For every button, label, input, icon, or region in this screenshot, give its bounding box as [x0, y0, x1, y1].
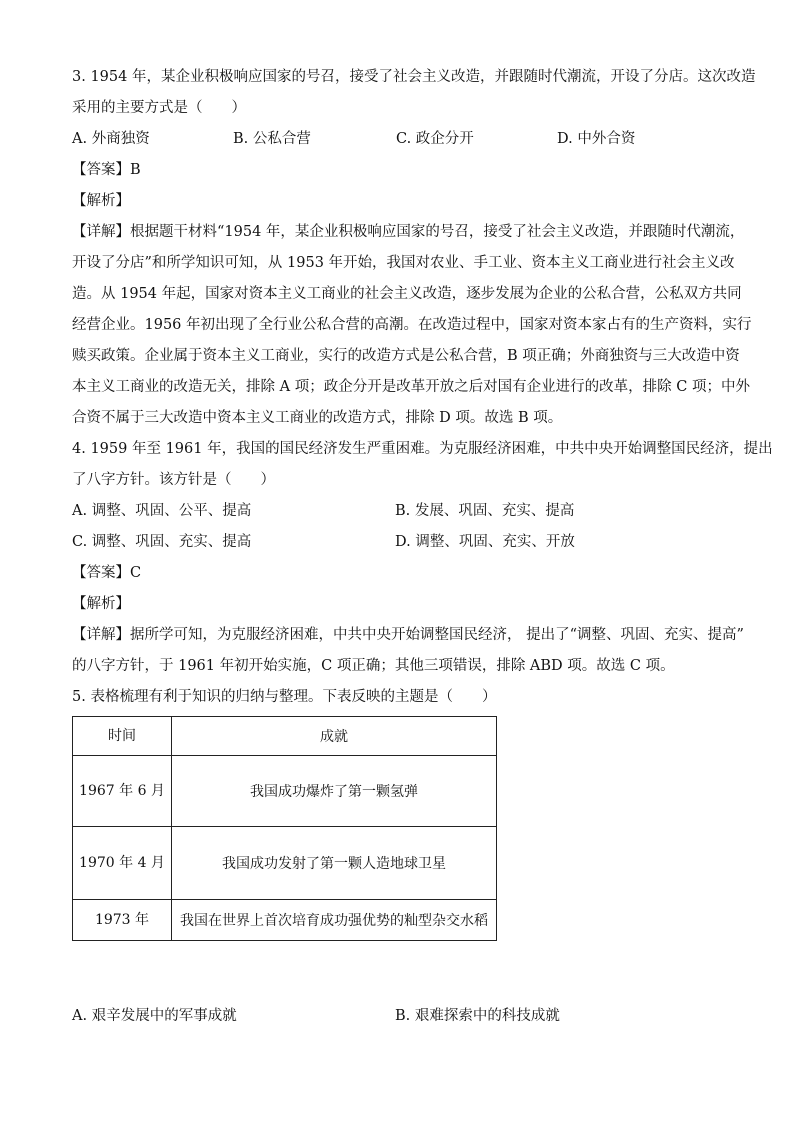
- q4-stem-line2: 了八字方针。该方针是（ ）: [72, 472, 275, 488]
- table-row: [73, 827, 497, 900]
- q3-detail-line: 造。从 1954 年起，国家对资本主义工商业的社会主义改造，逐步发展为企业的公私合营，公私双方共同: [72, 286, 742, 302]
- q4-option-a: A. 调整、巩固、公平、提高: [72, 503, 252, 519]
- q3-option-d: D. 中外合资: [557, 131, 636, 147]
- question-5: [72, 682, 732, 1032]
- q3-option-b: B. 公私合营: [233, 131, 311, 147]
- q3-stem-line1: 3. 1954 年，某企业积极响应国家的号召，接受了社会主义改造，并跟随时代潮流，开设了分店。这次改造: [72, 69, 756, 85]
- q3-detail-line: 本主义工商业的改造无关，排除 A 项；政企分开是改革开放之后对国有企业进行的改革，排除 C 项；中外: [72, 379, 750, 395]
- table-row: [73, 756, 497, 827]
- q4-detail: [72, 620, 744, 682]
- q3-option-a: A. 外商独资: [72, 131, 150, 147]
- question-4: [72, 434, 773, 682]
- q4-detail-line: 【详解】据所学可知，为克服经济困难，中共中央开始调整国民经济， 提出了“调整、巩固、充实、提高”: [72, 627, 744, 643]
- q5-option-a: A. 艰辛发展中的军事成就: [72, 1008, 237, 1024]
- table-cell-achievement: 我国成功发射了第一颗人造地球卫星: [172, 827, 497, 900]
- q3-detail-line: 合资不属于三大改造中资本主义工商业的改造方式，排除 D 项。故选 B 项。: [72, 410, 563, 426]
- table-cell-achievement: 我国在世界上首次培育成功强优势的籼型杂交水稻: [172, 900, 497, 941]
- table-cell-time: 1973 年: [73, 900, 172, 941]
- q3-analysis-label: 【解析】: [72, 193, 130, 209]
- question-3: [72, 62, 756, 434]
- q5-table: [72, 716, 497, 941]
- q5-options-row1: [72, 1001, 732, 1032]
- q4-stem-line1: 4. 1959 年至 1961 年，我国的国民经济发生严重困难。为克服经济困难，中共中央开始调整国民经济，提出: [72, 441, 773, 457]
- q4-analysis-label: 【解析】: [72, 596, 130, 612]
- q3-detail-line: 开设了分店”和所学知识可知，从 1953 年开始，我国对农业、手工业、资本主义工商业进行社会主义改: [72, 255, 735, 271]
- table-row: [73, 900, 497, 941]
- q3-detail: [72, 217, 752, 434]
- table-cell-achievement: 我国成功爆炸了第一颗氢弹: [172, 756, 497, 827]
- q3-option-c: C. 政企分开: [396, 131, 474, 147]
- q3-detail-line: 经营企业。1956 年初出现了全行业公私合营的高潮。在改造过程中，国家对资本家占有的生产资料，实行: [72, 317, 752, 333]
- table-header-time: 时间: [73, 717, 172, 756]
- q4-options-row1: [72, 496, 732, 527]
- q3-detail-line: 【详解】根据题干材料“1954 年，某企业积极响应国家的号召，接受了社会主义改造，并跟随时代潮流，: [72, 224, 745, 240]
- q5-option-b: B. 艰难探索中的科技成就: [395, 1008, 560, 1024]
- q3-stem-line2: 采用的主要方式是（ ）: [72, 100, 246, 116]
- q4-options-row2: [72, 527, 732, 558]
- table-cell-time: 1967 年 6 月: [73, 756, 172, 827]
- q3-options: [72, 124, 732, 155]
- q4-option-c: C. 调整、巩固、充实、提高: [72, 534, 252, 550]
- q4-option-d: D. 调整、巩固、充实、开放: [395, 534, 575, 550]
- q4-detail-line: 的八字方针，于 1961 年初开始实施，C 项正确；其他三项错误，排除 ABD 项。故选 C 项。: [72, 658, 675, 674]
- q5-stem: 5. 表格梳理有利于知识的归纳与整理。下表反映的主题是（ ）: [72, 689, 497, 705]
- q4-option-b: B. 发展、巩固、充实、提高: [395, 503, 575, 519]
- q3-detail-line: 赎买政策。企业属于资本主义工商业，实行的改造方式是公私合营，B 项正确；外商独资与三大改造中资: [72, 348, 740, 364]
- table-header-achievement: 成就: [172, 717, 497, 756]
- document-page: [72, 62, 773, 1032]
- q4-answer: 【答案】C: [72, 565, 142, 581]
- q3-answer: 【答案】B: [72, 162, 141, 178]
- table-cell-time: 1970 年 4 月: [73, 827, 172, 900]
- table-header-row: [73, 717, 497, 756]
